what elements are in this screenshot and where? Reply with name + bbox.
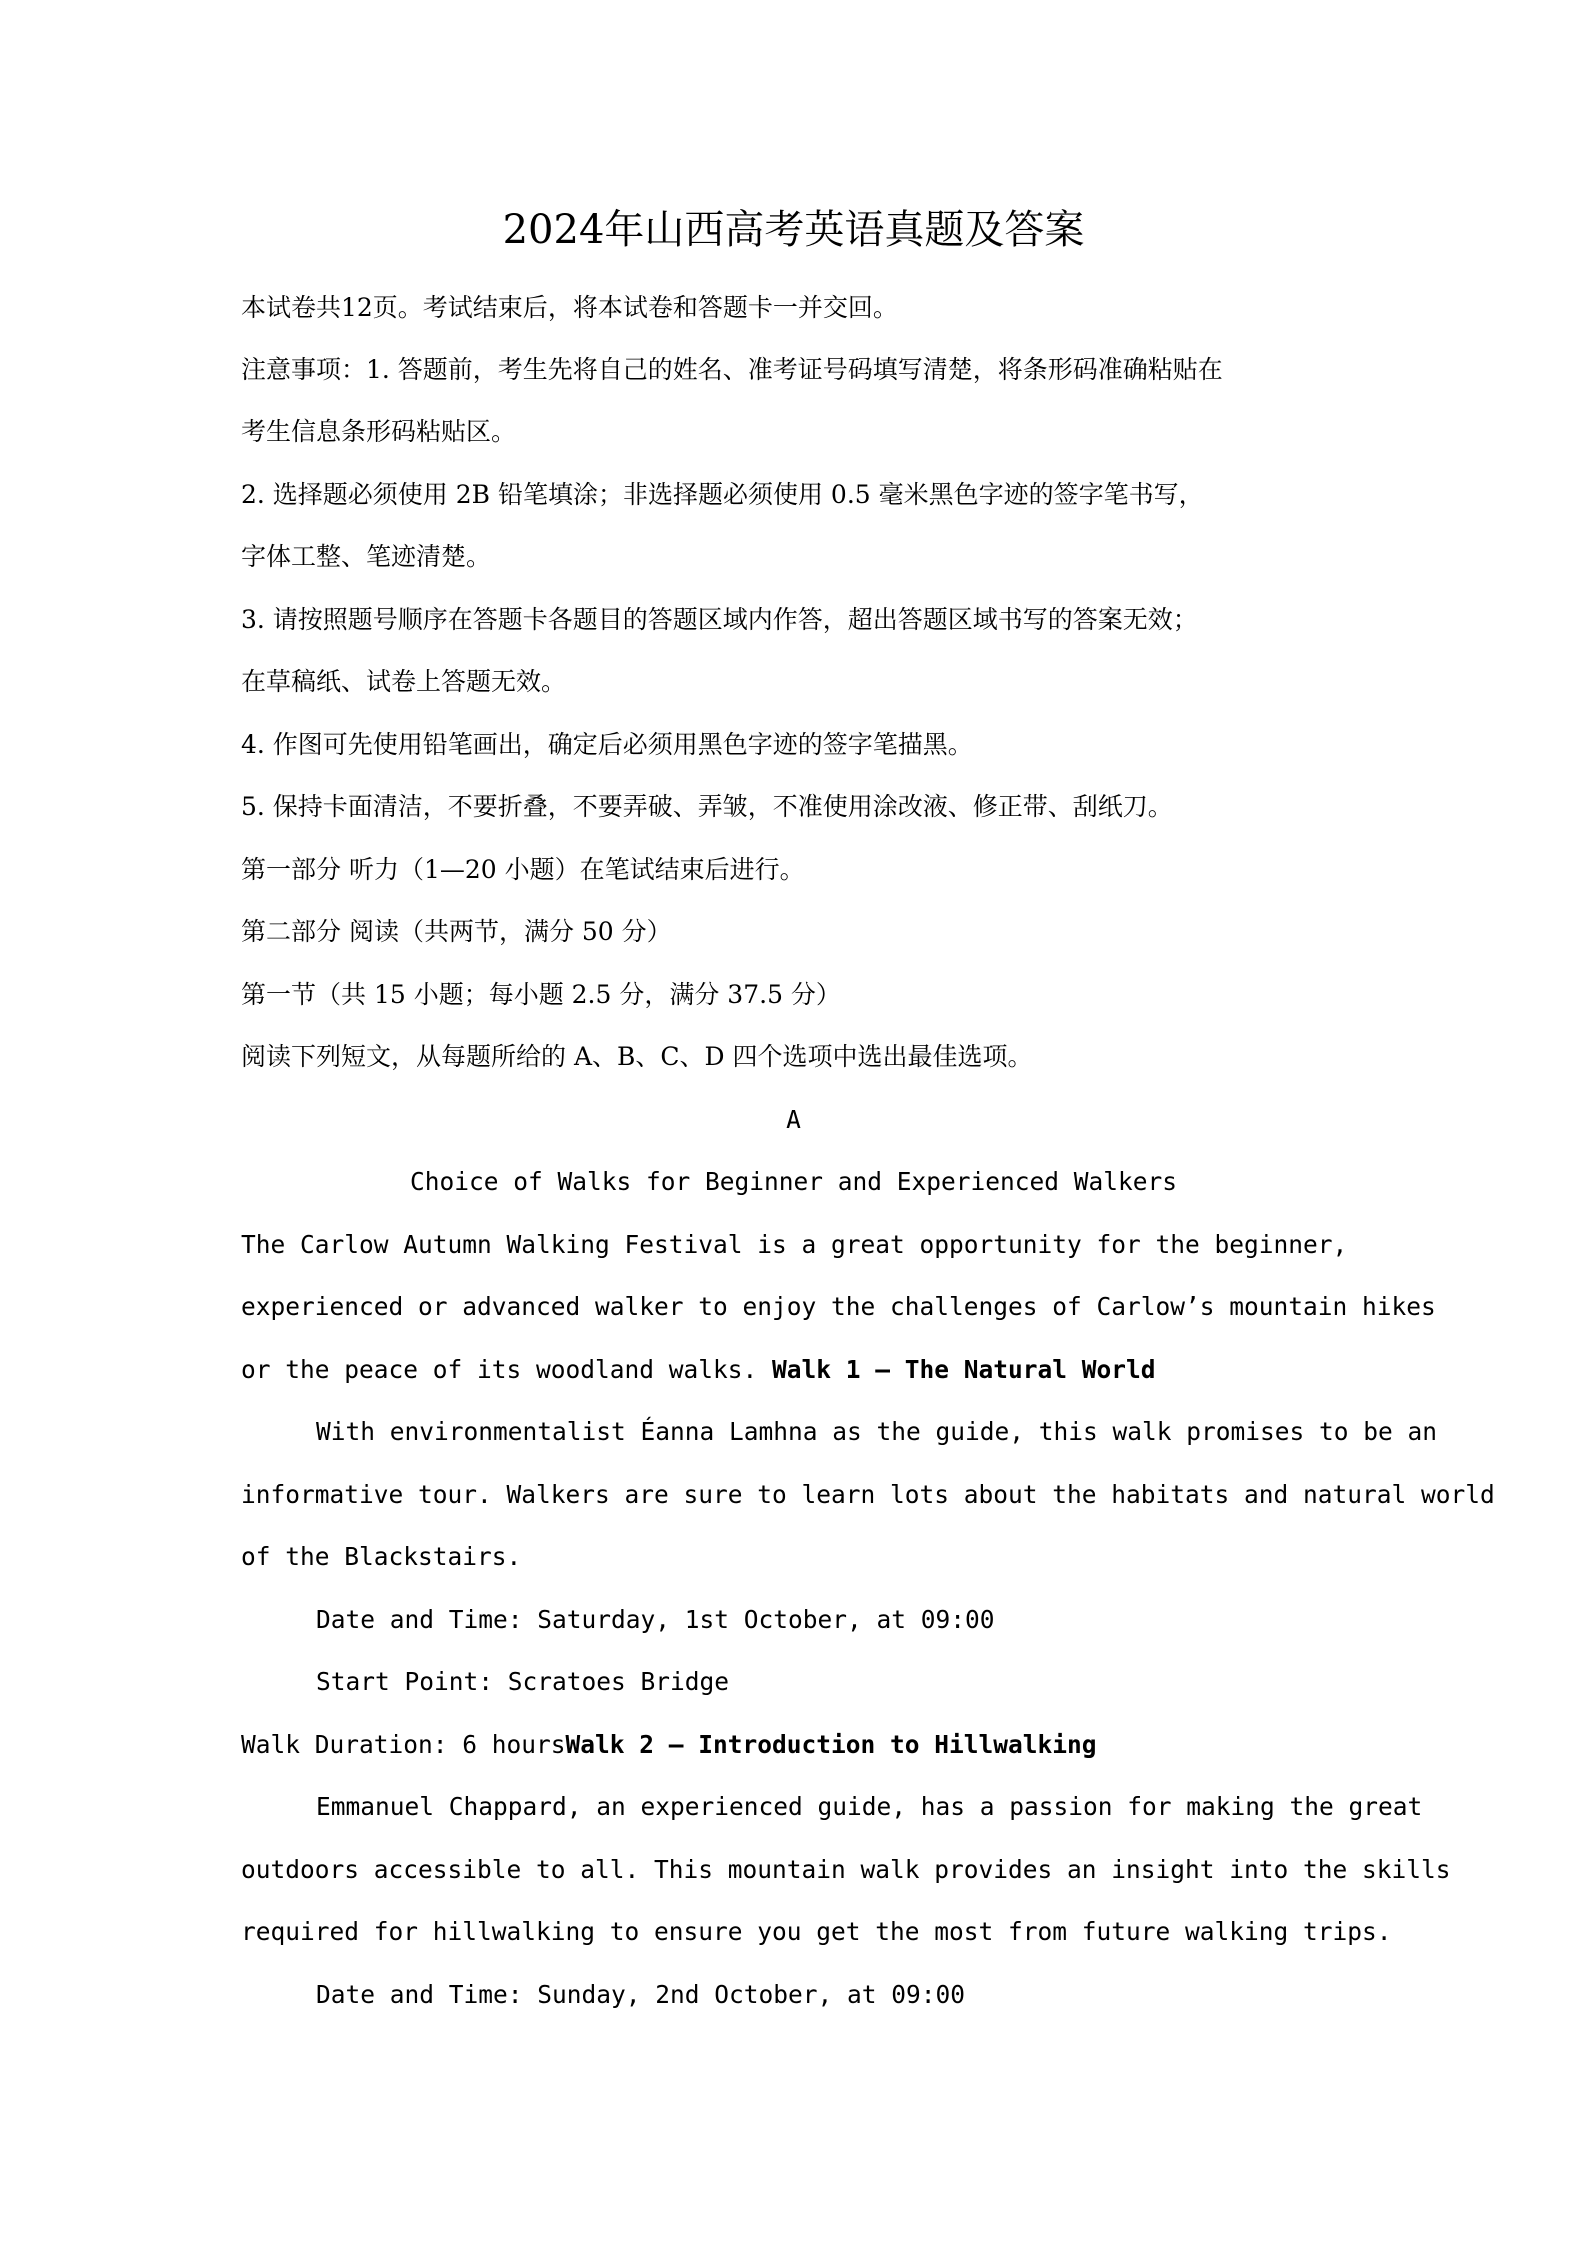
walk-1-duration: Walk Duration: 6 hours <box>241 1730 566 1759</box>
note-2-line-2: 字体工整、笔迹清楚。 <box>241 542 492 571</box>
note-1-line-2: 考生信息条形码粘贴区。 <box>241 417 517 446</box>
passage-intro-text: or the peace of its woodland walks. <box>241 1355 773 1384</box>
passage-intro-line-3 <box>241 1350 1351 1390</box>
note-5: 5. 保持卡面清洁，不要折叠，不要弄破、弄皱，不准使用涂改液、修正带、刮纸刀。 <box>241 792 1173 821</box>
note-2-line-1: 2. 选择题必须使用 2B 铅笔填涂；非选择题必须使用 0.5 毫米黑色字迹的签字笔书写， <box>241 480 1204 509</box>
walk-2-title: Walk 2 — Introduction to Hillwalking <box>565 1730 1097 1759</box>
walk-2-date: Date and Time: Sunday, 2nd October, at 09:00 <box>316 1980 966 2009</box>
reading-instruction: 阅读下列短文，从每题所给的 A、B、C、D 四个选项中选出最佳选项。 <box>241 1042 1033 1071</box>
walk-2-desc-line-3: required for hillwalking to ensure you get the most from future walking trips. <box>241 1917 1392 1946</box>
intro-text: 本试卷共12页。考试结束后，将本试卷和答题卡一并交回。 <box>241 293 898 322</box>
part-1-heading: 第一部分 听力（1—20 小题）在笔试结束后进行。 <box>241 855 805 884</box>
walk-1-title: Walk 1 — The Natural World <box>772 1355 1156 1384</box>
walk-1-duration-line <box>241 1725 1351 1765</box>
walk-1-desc-line-1: With environmentalist Éanna Lamhna as the guide, this walk promises to be an <box>316 1417 1438 1446</box>
section-1-heading: 第一节（共 15 小题；每小题 2.5 分，满分 37.5 分） <box>241 980 841 1009</box>
passage-heading: Choice of Walks for Beginner and Experienced Walkers <box>409 1167 1177 1196</box>
walk-2-desc-line-2: outdoors accessible to all. This mountain walk provides an insight into the skills <box>241 1855 1451 1884</box>
passage-intro-line-1: The Carlow Autumn Walking Festival is a great opportunity for the beginner, <box>241 1230 1348 1259</box>
note-1-line-1: 注意事项：1. 答题前，考生先将自己的姓名、准考证号码填写清楚，将条形码准确粘贴在 <box>241 355 1223 384</box>
walk-1-desc-line-3: of the Blackstairs. <box>241 1542 522 1571</box>
note-3-line-1: 3. 请按照题号顺序在答题卡各题目的答题区域内作答，超出答题区域书写的答案无效； <box>241 605 1198 634</box>
walk-1-desc-line-2: informative tour. Walkers are sure to learn lots about the habitats and natural world <box>241 1480 1495 1509</box>
page-title: 2024年山西高考英语真题及答案 <box>502 207 1085 253</box>
note-3-line-2: 在草稿纸、试卷上答题无效。 <box>241 667 567 696</box>
walk-1-start: Start Point: Scratoes Bridge <box>316 1667 730 1696</box>
passage-label: A <box>786 1105 801 1134</box>
walk-2-desc-line-1: Emmanuel Chappard, an experienced guide, has a passion for making the great <box>316 1792 1423 1821</box>
note-4: 4. 作图可先使用铅笔画出，确定后必须用黑色字迹的签字笔描黑。 <box>241 730 973 759</box>
part-2-heading: 第二部分 阅读（共两节，满分 50 分） <box>241 917 672 946</box>
walk-1-date: Date and Time: Saturday, 1st October, at 09:00 <box>316 1605 995 1634</box>
passage-intro-line-2: experienced or advanced walker to enjoy the challenges of Carlow’s mountain hikes <box>241 1292 1436 1321</box>
